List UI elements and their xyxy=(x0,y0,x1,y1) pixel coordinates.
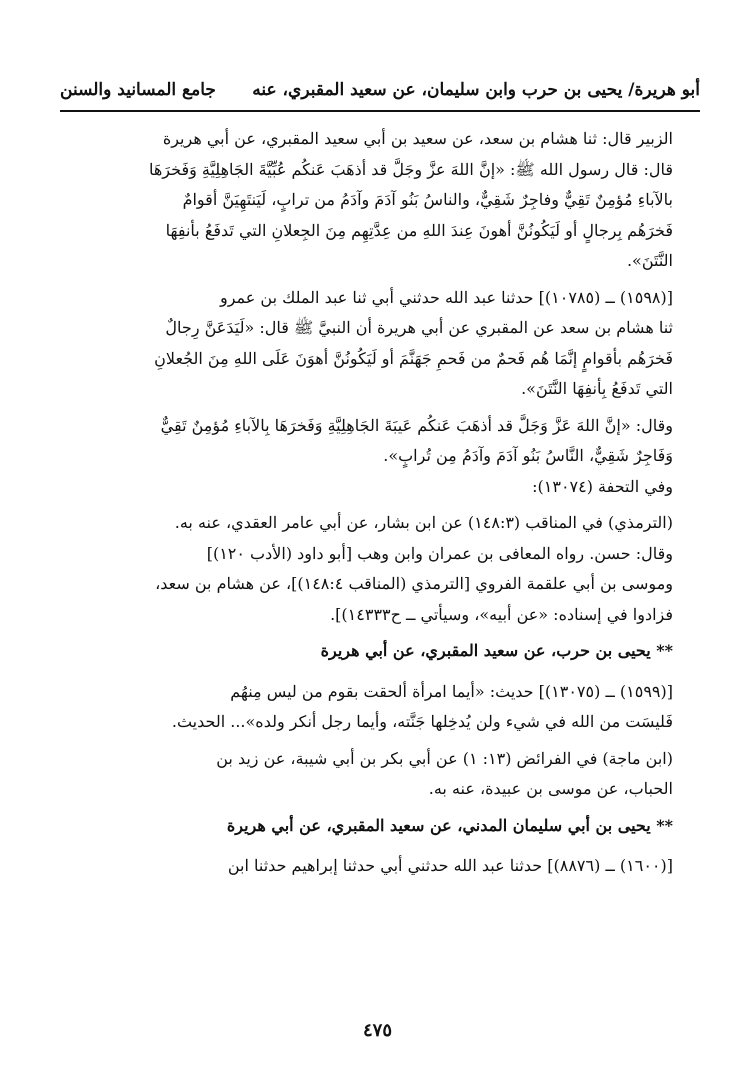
text-line: [(١٦٠٠) ــ (٨٨٧٦)] حدثنا عبد الله حدثني أبي حدثنا إبراهيم حدثنا ابن xyxy=(227,856,673,875)
text-line: (الترمذي) في المناقب (١٤٨:٣) عن ابن بشار، عن أبي عامر العقدي، عنه به. xyxy=(174,513,673,532)
text-line: الحباب، عن موسى بن عبيدة، عنه به. xyxy=(428,779,673,798)
running-header xyxy=(60,70,700,112)
section-heading xyxy=(64,636,695,667)
text-line: وموسى بن أبي علقمة الفروي [الترمذي (المناقب ١٤٨:٤)]، عن هشام بن سعد، xyxy=(155,574,673,593)
page-body xyxy=(64,124,695,1019)
header-chapter-title: أبو هريرة/ يحيى بن حرب وابن سليمان، عن سعيد المقبري، عنه xyxy=(252,80,700,100)
paragraph xyxy=(64,124,695,277)
paragraph xyxy=(64,677,695,738)
text-line: الزبير قال: ثنا هشام بن سعد، عن سعيد بن أبي سعيد المقبري، عن أبي هريرة xyxy=(162,129,673,148)
text-line: فَخرَهُم بأقوامٍ إنَّمَا هُم فَحمٌ من فَحمِ جَهَنَّمَ أو لَيَكُونُنَّ أهوَنَ عَلَى اللهِ مِنَ الجُعلانِ xyxy=(154,348,673,368)
text-line: [(١٥٩٩) ــ (١٣٠٧٥)] حديث: «أيما امرأة ألحقت بقوم من ليس مِنهُم xyxy=(230,681,673,701)
text-line: فزادوا في إسناده: «عن أبيه»، وسيأتي ــ ح١٤٣٣٣)]. xyxy=(330,604,673,624)
paragraph xyxy=(64,744,695,805)
page-number: ٤٧٥ xyxy=(362,1020,392,1041)
text-line: (ابن ماجة) في الفرائض (١٣: ١) عن أبي بكر بن أبي شيبة، عن زيد بن xyxy=(216,748,673,768)
paragraph xyxy=(64,851,695,882)
text-line: ** يحيى بن أبي سليمان المدني، عن سعيد المقبري، عن أبي هريرة xyxy=(226,815,673,835)
text-line: وَفَاجِرٌ شَقِيٌّ، النَّاسُ بَنُو آدَمَ وآدَمُ مِن تُرابٍ». xyxy=(383,446,673,465)
text-line: بالآباءِ مُؤمِنٌ تَقِيٌّ وفاجِرٌ شَقِيٌّ، والناسُ بَنُو آدَمَ وآدَمُ من ترابٍ، لَيَنتَهِيَنَّ أقوامٌ xyxy=(182,190,673,209)
text-line: فَليسَت من الله في شيء ولن يُدخِلها جَنَّته، وأيما رجل أنكر ولده»... الحديث. xyxy=(171,712,673,731)
text-line: وقال: حسن. رواه المعافى بن عمران وابن وهب [أبو داود (الأدب ١٢٠)] xyxy=(206,543,673,563)
text-line: ثنا هشام بن سعد عن المقبري عن أبي هريرة أن النبيَّ ﷺ قال: «لَيَدَعَنَّ رِجالٌ xyxy=(165,318,673,337)
text-line: التي تَدفَعُ بِأنفِهَا النَّتَنَ». xyxy=(521,379,673,398)
text-line: قال: قال رسول الله ﷺ: «إنَّ اللهَ عزَّ وجَلَّ قد أذهَبَ عَنكُم عُبِّيَّةَ الجَاهِلِيَّةِ وَفَخرَهَا xyxy=(148,159,673,179)
text-line: [(١٥٩٨) ــ (١٠٧٨٥)] حدثنا عبد الله حدثني أبي ثنا عبد الملك بن عمرو xyxy=(219,287,673,307)
section-heading xyxy=(64,811,695,842)
header-book-title: جامع المسانيد والسنن xyxy=(60,80,216,100)
paragraph xyxy=(64,508,695,630)
text-line: وفي التحفة (١٣٠٧٤): xyxy=(532,476,673,496)
text-line: فَخرَهُم بِرجالٍ أو لَيَكُونُنَّ أهونَ عِندَ اللهِ من عِدَّتِهِم مِنَ الجِعلانِ التي تَدفَعُ بأنفِهَا xyxy=(165,220,673,240)
text-line: وقال: «إنَّ اللهَ عَزَّ وَجَلَّ قد أذهَبَ عَنكُم عَيبَةَ الجَاهِلِيَّةِ وَفَخرَهَا بِالآباءِ مُؤمِنٌ تَقِيٌّ xyxy=(160,415,673,435)
paragraph xyxy=(64,283,695,405)
text-line: النَّتَنَ». xyxy=(626,251,673,270)
paragraph xyxy=(64,411,695,503)
text-line: ** يحيى بن حرب، عن سعيد المقبري، عن أبي هريرة xyxy=(320,641,673,660)
